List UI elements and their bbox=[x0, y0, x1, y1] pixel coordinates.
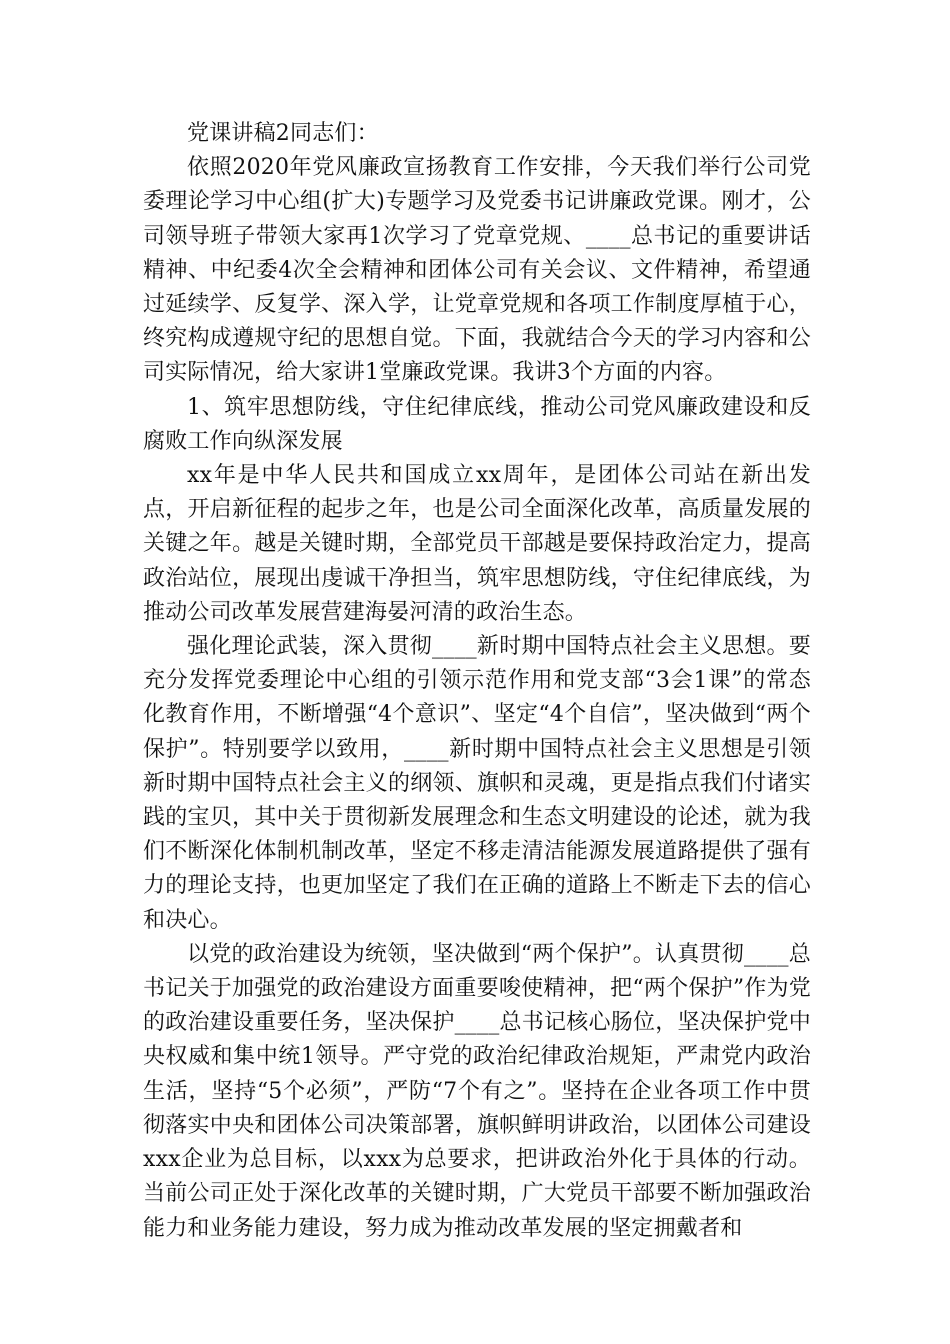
document-body bbox=[143, 117, 811, 1246]
paragraph-greeting: 党课讲稿2同志们： bbox=[187, 121, 379, 146]
paragraph-intro: 依照2020年党风廉政宣扬教育工作安排，今天我们举行公司党委理论学习中心组(扩大)专题学习及党委书记讲廉政党课。刚才，公司领导班子带领大家再1次学习了党章党规、____总书记的重要讲话精神、中纪委4次全会精神和团体公司有关会议、文件精神，希望通过延续学、反复学、深入学，让党章党规和各项工作制度厚植于心，终究构成遵规守纪的思想自觉。下面，我就结合今天的学习内容和公司实际情况，给大家讲1堂廉政党课。我讲3个方面的内容。 bbox=[143, 155, 811, 386]
paragraph-context: xx年是中华人民共和国成立xx周年，是团体公司站在新出发点，开启新征程的起步之年，也是公司全面深化改革，高质量发展的关键之年。越是关键时期，全部党员干部越是要保持政治定力，提高政治站位，展现出虔诚干净担当，筑牢思想防线，守住纪律底线，为推动公司改革发展营建海晏河清的政治生态。 bbox=[143, 463, 811, 625]
section-heading-1: 1、筑牢思想防线，守住纪律底线，推动公司党风廉政建设和反腐败工作向纵深发展 bbox=[143, 394, 811, 454]
paragraph-theory: 强化理论武装，深入贯彻____新时期中国特点社会主义思想。要充分发挥党委理论中心组的引领示范作用和党支部“3会1课”的常态化教育作用，不断增强“4个意识”、坚定“4个自信”，坚决做到“两个保护”。特别要学以致用，____新时期中国特点社会主义思想是引领新时期中国特点社会主义的纲领、旗帜和灵魂，更是指点我们付诸实践的宝贝，其中关于贯彻新发展理念和生态文明建设的论述，就为我们不断深化体制机制改革，坚定不移走清洁能源发展道路提供了强有力的理论支持，也更加坚定了我们在正确的道路上不断走下去的信心和决心。 bbox=[143, 634, 811, 933]
paragraph-politics: 以党的政治建设为统领，坚决做到“两个保护”。认真贯彻____总书记关于加强党的政治建设方面重要唆使精神，把“两个保护”作为党的政治建设重要任务，坚决保护____总书记核心肠位，坚决保护党中央权威和集中统1领导。严守党的政治纪律政治规矩，严肃党内政治生活，坚持“5个必须”，严防“7个有之”。坚持在企业各项工作中贯彻落实中央和团体公司决策部署，旗帜鲜明讲政治，以团体公司建设xxx企业为总目标，以xxx为总要求，把讲政治外化于具体的行动。当前公司正处于深化改革的关键时期，广大党员干部要不断加强政治能力和业务能力建设，努力成为推动改革发展的坚定拥戴者和 bbox=[143, 941, 811, 1241]
